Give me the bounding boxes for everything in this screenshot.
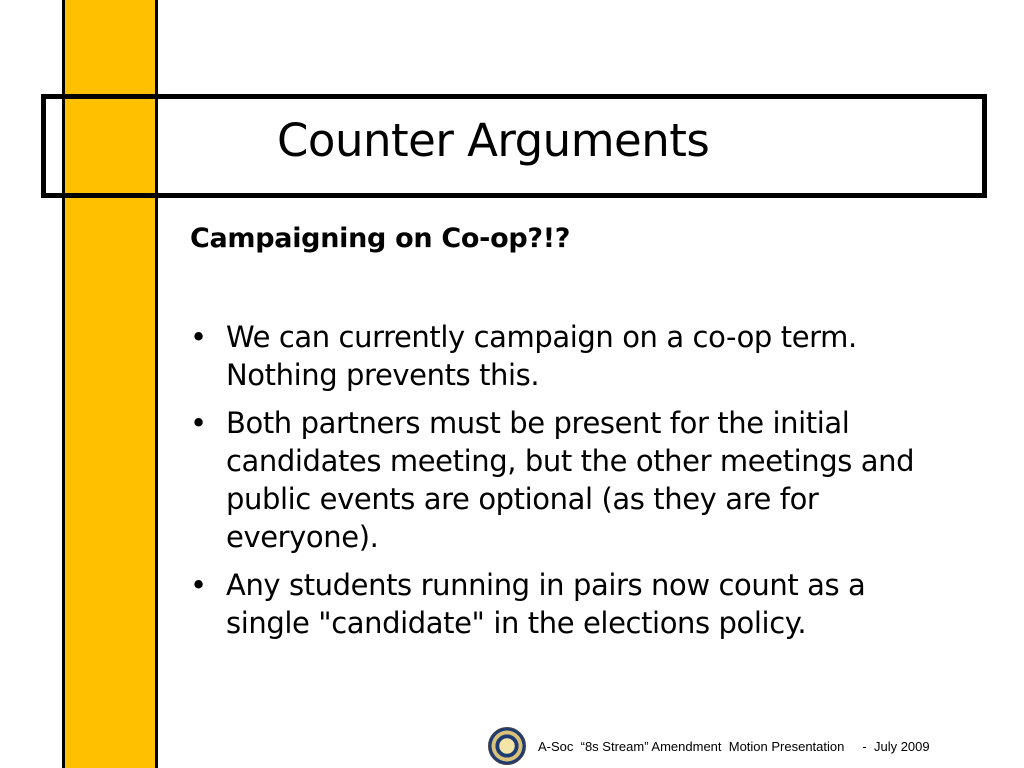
bullet-icon: • — [190, 568, 207, 602]
bullet-text: We can currently campaign on a co-op term. Nothing prevents this. — [226, 320, 857, 392]
bullet-item — [190, 566, 950, 642]
footer-text: A-Soc “8s Stream” Amendment Motion Presentation - July 2009 — [538, 738, 930, 754]
slide-title: Counter Arguments — [277, 114, 710, 167]
subheading: Campaigning on Co-op?!? — [190, 223, 571, 254]
bullet-icon: • — [190, 320, 207, 354]
footer — [488, 726, 1018, 766]
bullet-item — [190, 318, 950, 394]
bullet-item — [190, 404, 950, 556]
society-seal-icon — [488, 727, 526, 765]
bullet-text: Any students running in pairs now count as a single "candidate" in the elections policy. — [226, 568, 866, 640]
slide-content — [190, 216, 950, 652]
title-area — [0, 0, 1024, 225]
bullet-text: Both partners must be present for the initial candidates meeting, but the other meetings and public events are optional (as they are for everyone). — [226, 406, 915, 554]
bullet-icon: • — [190, 406, 207, 440]
bullet-list — [190, 318, 950, 642]
